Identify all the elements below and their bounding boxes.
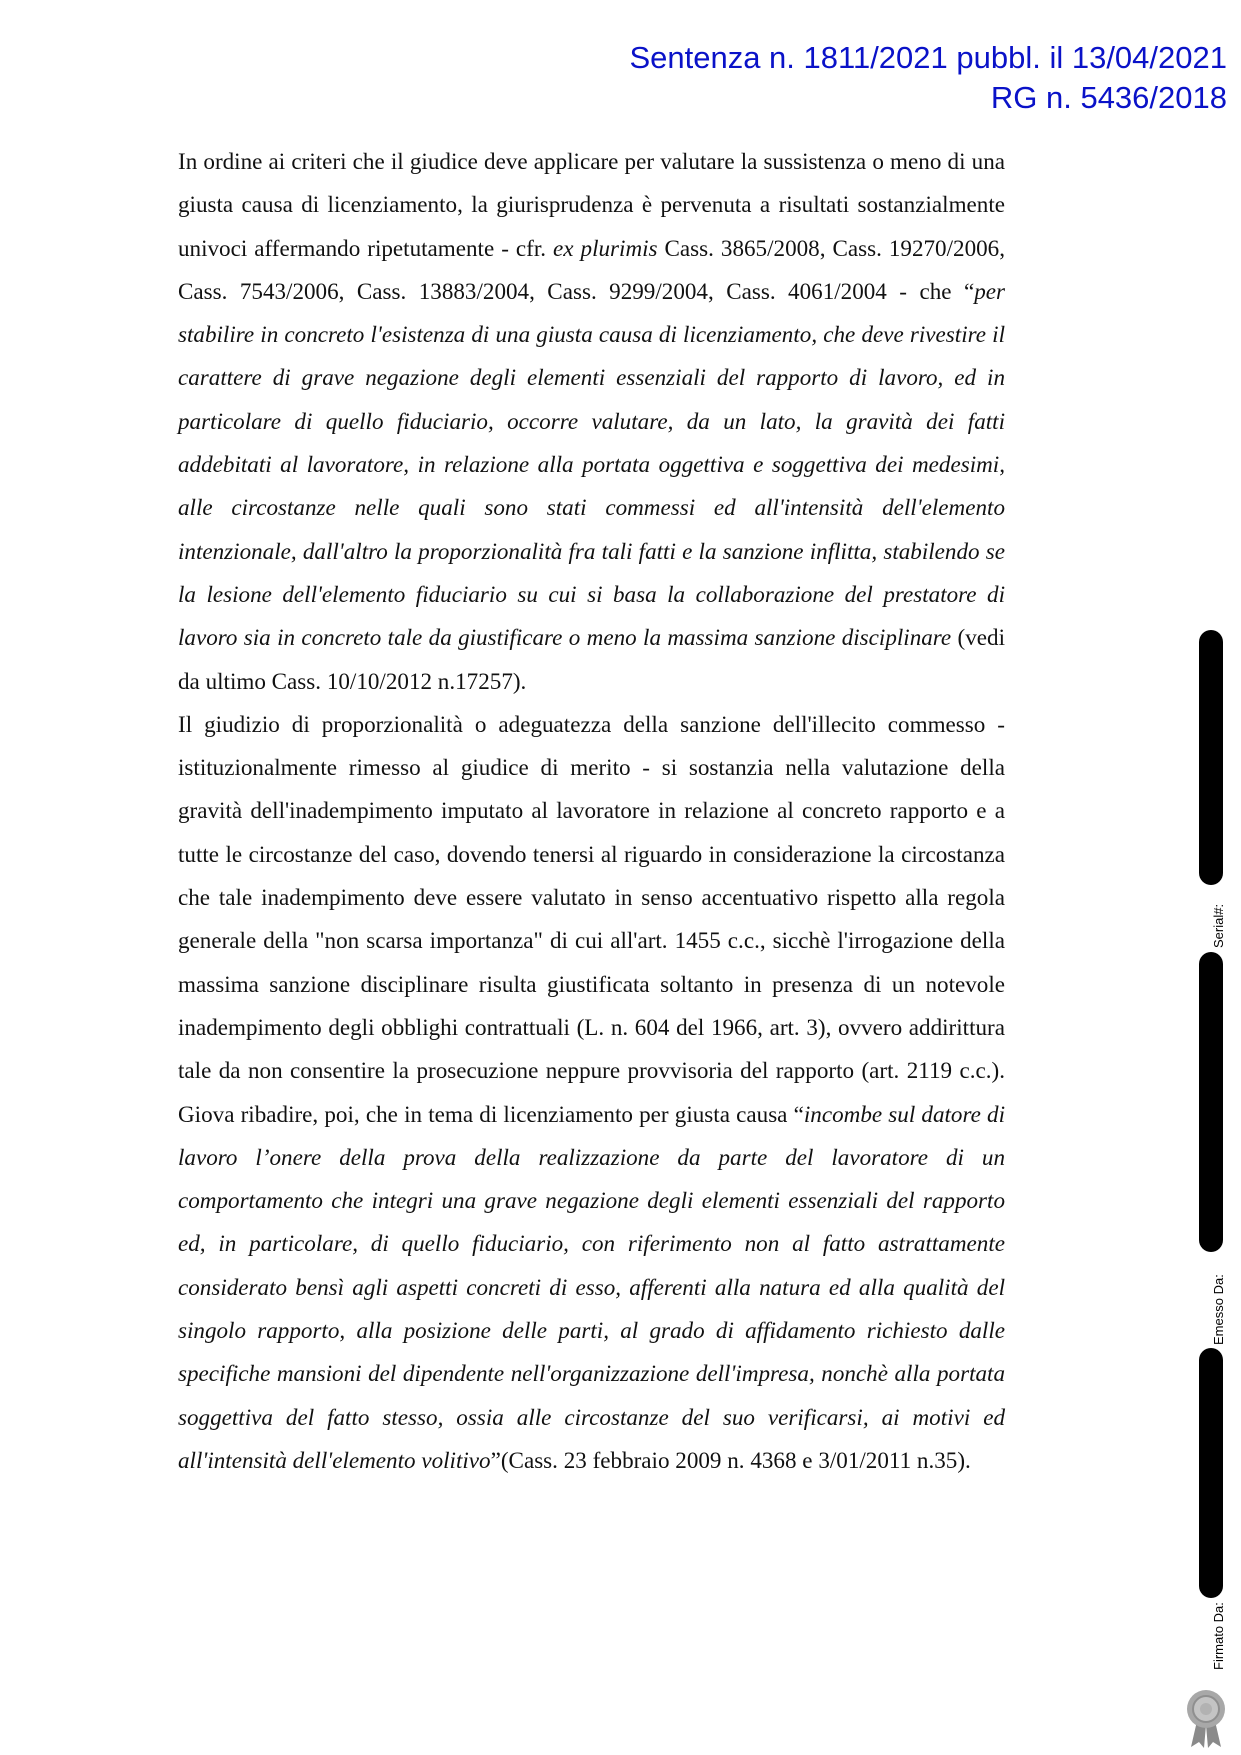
sentence-number: Sentenza n. 1811/2021 pubbl. il 13/04/2021 bbox=[629, 40, 1227, 75]
paragraph-text: In ordine ai criteri che il giudice deve applicare per valutare la sussistenza o meno di una giusta causa di licenziamento, la giurisprudenza è pervenuta a risultati sostanzialmente univoci affermando ripetutamente - cfr. bbox=[178, 148, 1005, 261]
paragraph-proportionality bbox=[178, 703, 1005, 1482]
certificate-seal-icon bbox=[1181, 1687, 1231, 1749]
redaction-bar bbox=[1199, 952, 1223, 1252]
emesso-da-label: Emesso Da: bbox=[1211, 1274, 1226, 1345]
paragraph-text: Il giudizio di proporzionalità o adeguatezza della sanzione dell'illecito commesso - istituzionalmente rimesso al giudice di merito - si sostanzia nella valutazione della gravità dell'inadempimento imputato al lavoratore in relazione al concreto rapporto e a tutte le circostanze del caso, dovendo tenersi al riguardo in considerazione la circostanza che tale inadempimento deve essere valutato in senso accentuativo rispetto alla regola generale della "non scarsa importanza" di cui all'art. 1455 c.c., sicchè l'irrogazione della massima sanzione disciplinare risulta giustificata soltanto in presenza di un notevole inadempimento degli obblighi contrattuali (L. n. 604 del 1966, art. 3), ovvero addirittura tale da non consentire la prosecuzione neppure provvisoria del rapporto (art. 2119 c.c.). Giova ribadire, poi, che in tema di licenziamento per giusta causa “ bbox=[178, 710, 1005, 1127]
paragraph-italic: ex plurimis bbox=[553, 234, 658, 261]
document-body bbox=[178, 140, 1005, 1482]
digital-signature-strip bbox=[1195, 630, 1231, 1680]
citation: (vedi da ultimo Cass. 10/10/2012 n.17257). bbox=[178, 624, 1005, 694]
case-number: RG n. 5436/2018 bbox=[990, 80, 1227, 115]
redaction-bar bbox=[1199, 630, 1223, 885]
document-header bbox=[629, 38, 1227, 118]
serial-label: Serial#: bbox=[1211, 903, 1226, 948]
paragraph-criteria bbox=[178, 140, 1005, 703]
firmato-da-label: Firmato Da: bbox=[1211, 1602, 1226, 1670]
paragraph-text: Cass. 3865/2008, Cass. 19270/2006, Cass. 7543/2006, Cass. 13883/2004, Cass. 9299/2004, Cass. 4061/2004 - che “ bbox=[178, 234, 1005, 304]
quoted-jurisprudence: incombe sul datore di lavoro l’onere della prova della realizzazione da parte del lavoratore di un comportamento che integri una grave negazione degli elementi essenziali del rapporto ed, in particolare, di quello fiduciario, con riferimento non al fatto astrattamente considerato bensì agli aspetti concreti di esso, afferenti alla natura ed alla qualità del singolo rapporto, alla posizione delle parti, al grado di affidamento richiesto dalle specifiche mansioni del dipendente nell'organizzazione dell'impresa, nonchè alla portata soggettiva del fatto stesso, ossia alle circostanze del suo verificarsi, ai motivi ed all'intensità dell'elemento volitivo bbox=[178, 1100, 1006, 1473]
citation: ”(Cass. 23 febbraio 2009 n. 4368 e 3/01/2011 n.35). bbox=[490, 1446, 971, 1473]
redaction-bar bbox=[1199, 1348, 1223, 1598]
quoted-jurisprudence: per stabilire in concreto l'esistenza di una giusta causa di licenziamento, che deve rivestire il carattere di grave negazione degli elementi essenziali del rapporto di lavoro, ed in particolare di quello fiduciario, occorre valutare, da un lato, la gravità dei fatti addebitati al lavoratore, in relazione alla portata oggettiva e soggettiva dei medesimi, alle circostanze nelle quali sono stati commessi ed all'intensità dell'elemento intenzionale, dall'altro la proporzionalità fra tali fatti e la sanzione inflitta, stabilendo se la lesione dell'elemento fiduciario su cui si basa la collaborazione del prestatore di lavoro sia in concreto tale da giustificare o meno la massima sanzione disciplinare bbox=[178, 277, 1005, 651]
